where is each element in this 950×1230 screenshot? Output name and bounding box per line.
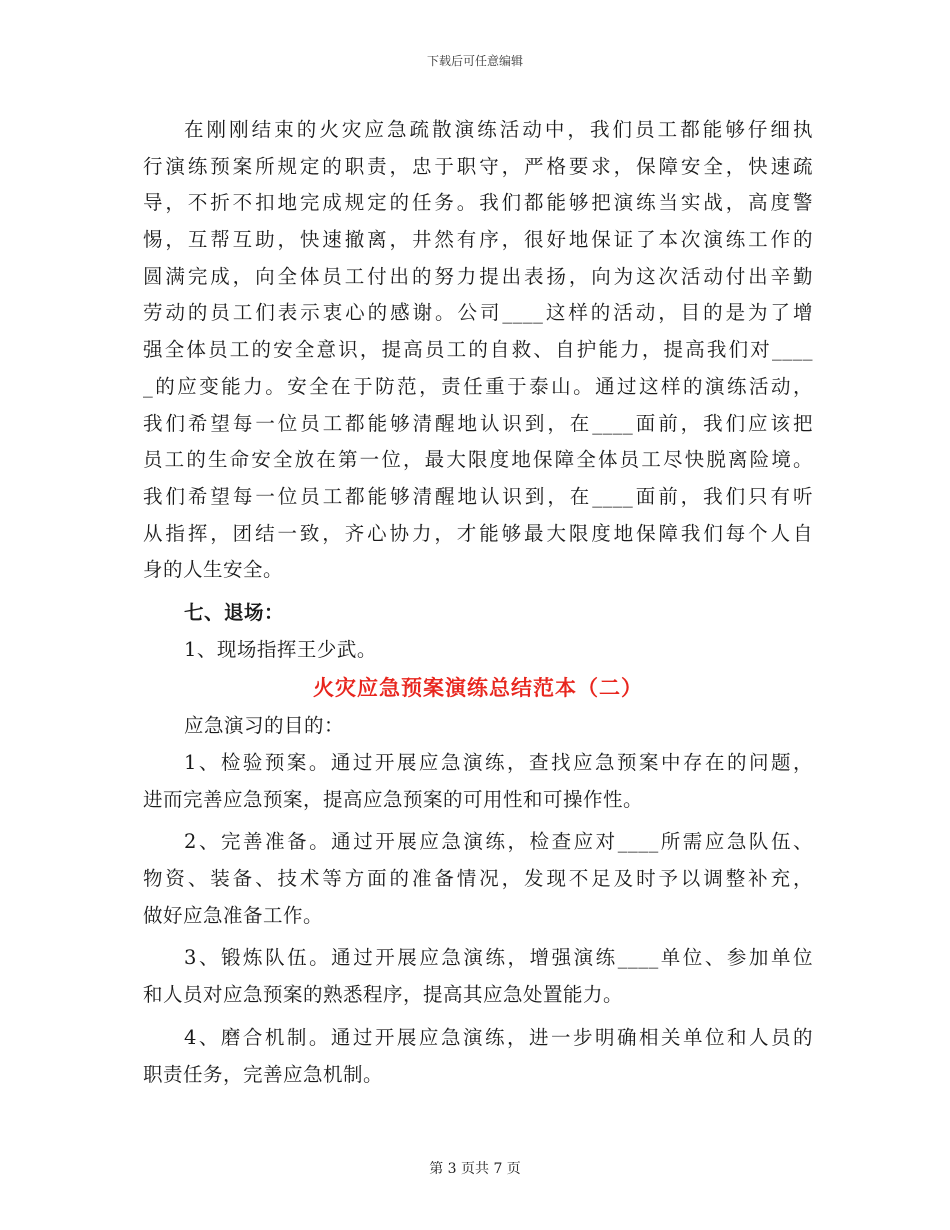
list-item: 1、现场指挥王少武。: [184, 637, 377, 661]
page-header: 下载后可任意编辑: [426, 54, 523, 68]
section-heading: 七、退场：: [184, 600, 285, 624]
text-line: 在刚刚结束的火灾应急疏散演练活动中，我们员工都能够仔细执: [184, 118, 813, 141]
text-line: 惕，互帮互助，快速撤离，井然有序，很好地保证了本次演练工作的: [143, 228, 813, 252]
text-line: 身的人生安全。: [143, 558, 284, 582]
text-line: 进而完善应急预案，提高应急预案的可用性和可操作性。: [143, 787, 644, 811]
text-line: 劳动的员工们表示衷心的感谢。公司____这样的活动，目的是为了增: [143, 301, 813, 325]
text-line: 从指挥，团结一致，齐心协力，才能够最大限度地保障我们每个人自: [143, 521, 813, 545]
text-line: 员工的生命安全放在第一位，最大限度地保障全体员工尽快脱离险境。: [143, 448, 813, 472]
text-line: 圆满完成，向全体员工付出的努力提出表扬，向为这次活动付出辛勤: [143, 264, 813, 288]
list-item: 2、完善准备。通过开展应急演练，检查应对____所需应急队伍、: [184, 830, 813, 854]
list-item: 3、锻炼队伍。通过开展应急演练，增强演练____单位、参加单位: [184, 946, 813, 970]
text-line: _的应变能力。安全在于防范，责任重于泰山。通过这样的演练活动，: [143, 374, 813, 398]
text-line: 我们希望每一位员工都能够清醒地认识到，在____面前，我们只有听: [143, 484, 813, 508]
text-line: 职责任务，完善应急机制。: [143, 1062, 384, 1086]
text-line: 行演练预案所规定的职责，忠于职守，严格要求，保障安全，快速疏: [143, 154, 813, 178]
text-line: 和人员对应急预案的熟悉程序，提高其应急处置能力。: [143, 983, 624, 1007]
text-line: 物资、装备、技术等方面的准备情况，发现不足及时予以调整补充，: [143, 867, 813, 891]
text-line: 导，不折不扣地完成规定的任务。我们都能够把演练当实战，高度警: [143, 191, 813, 215]
document-title: 火灾应急预案演练总结范本（二）: [313, 675, 643, 701]
text-line: 强全体员工的安全意识，提高员工的自救、自护能力，提高我们对____: [143, 338, 813, 362]
page-footer: 第 3 页共 7 页: [429, 1161, 521, 1177]
document-body: [143, 112, 813, 1093]
list-item: 4、磨合机制。通过开展应急演练，进一步明确相关单位和人员的: [184, 1025, 813, 1049]
text-line: 我们希望每一位员工都能够清醒地认识到，在____面前，我们应该把: [143, 411, 813, 435]
section-heading: 应急演习的目的：: [184, 714, 345, 738]
list-item: 1、检验预案。通过开展应急演练，查找应急预案中存在的问题，: [184, 751, 813, 774]
text-line: 做好应急准备工作。: [143, 903, 324, 927]
